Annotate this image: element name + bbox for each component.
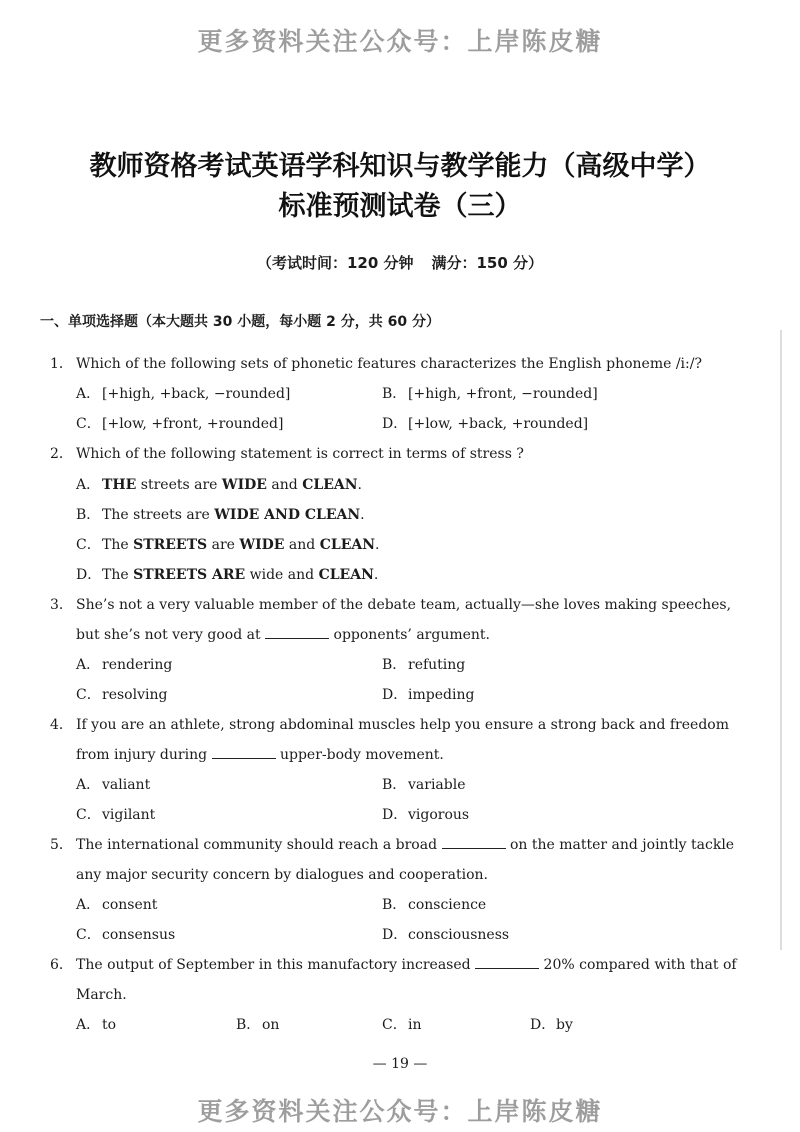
question-stem — [76, 836, 734, 854]
exam-score: 满分：150 分） — [431, 254, 544, 272]
stem-text: from injury during — [76, 747, 208, 763]
stressed-word: WIDE — [221, 477, 267, 493]
stressed-word: THE — [102, 477, 137, 493]
option-a — [76, 656, 172, 674]
page-number: — 19 — — [372, 1056, 428, 1072]
option-text-part: The — [102, 537, 134, 553]
stressed-word: CLEAN — [302, 477, 358, 493]
option-text: to — [102, 1017, 117, 1033]
title-line-2: 标准预测试卷（三） — [278, 191, 522, 222]
option-c — [76, 536, 379, 554]
stem-text: but she’s not very good at — [76, 627, 261, 643]
option-label: A． — [76, 386, 101, 402]
stem-text: The output of September in this manufactory increased — [76, 957, 471, 973]
question-number: 1． — [50, 356, 73, 372]
option-text: rendering — [102, 657, 173, 673]
option-text-part: . — [360, 507, 365, 523]
question-number: 6． — [50, 957, 73, 973]
option-c — [382, 1016, 422, 1034]
option-c — [76, 686, 167, 704]
watermark-top: 更多资料关注公众号：上岸陈皮糖 — [197, 27, 603, 56]
option-text-part: The — [102, 567, 134, 583]
option-b — [382, 656, 465, 674]
option-b — [76, 506, 365, 524]
option-d — [382, 926, 509, 944]
stem-text: opponents’ argument. — [333, 627, 490, 643]
option-text: vigilant — [102, 807, 156, 823]
option-text: consent — [102, 897, 158, 913]
stem-text: upper-body movement. — [279, 747, 444, 763]
option-label: C． — [76, 687, 101, 703]
option-text-part: and — [266, 477, 303, 493]
option-b — [236, 1016, 279, 1034]
question-stem-continued: March. — [76, 987, 127, 1003]
question-stem: Which of the following statement is correct in terms of stress ? — [76, 446, 524, 462]
exam-info — [0, 252, 800, 273]
option-text: impeding — [408, 687, 475, 703]
option-label: C． — [76, 807, 101, 823]
option-a — [76, 896, 157, 914]
question-stem: If you are an athlete, strong abdominal muscles help you ensure a strong back and freedom — [76, 717, 729, 733]
option-label: A． — [76, 897, 101, 913]
option-label: C． — [76, 537, 101, 553]
option-label: A． — [76, 477, 101, 493]
option-label: D． — [382, 927, 408, 943]
option-text: in — [408, 1017, 422, 1033]
title-line-1: 教师资格考试英语学科知识与教学能力（高级中学） — [89, 151, 711, 182]
stressed-word: STREETS ARE — [133, 567, 246, 583]
option-c — [76, 415, 283, 433]
option-text: conscience — [408, 897, 487, 913]
scan-edge-line — [780, 330, 782, 950]
option-text: valiant — [102, 777, 151, 793]
option-text: consciousness — [408, 927, 510, 943]
stem-text: on the matter and jointly tackle — [509, 837, 735, 853]
option-text: [+low, +front, +rounded] — [102, 416, 284, 432]
option-d — [76, 566, 378, 584]
stressed-word: STREETS — [133, 537, 208, 553]
option-text-part: . — [373, 567, 379, 583]
option-label: B． — [236, 1017, 261, 1033]
option-d — [382, 806, 469, 824]
question-stem-continued — [76, 626, 490, 644]
option-c — [76, 926, 175, 944]
question-number: 5． — [50, 837, 73, 853]
stressed-word: WIDE AND CLEAN — [214, 507, 361, 523]
option-text: [+high, +back, −rounded] — [102, 386, 291, 402]
option-text: resolving — [102, 687, 168, 703]
option-label: D． — [382, 416, 408, 432]
question-number: 2． — [50, 446, 73, 462]
question-stem: Which of the following sets of phonetic features characterizes the English phoneme /i:/? — [76, 356, 702, 372]
option-b — [382, 776, 466, 794]
option-text: on — [262, 1017, 280, 1033]
option-c — [76, 806, 155, 824]
option-d — [382, 686, 474, 704]
option-b — [382, 385, 598, 403]
question-stem: She’s not a very valuable member of the debate team, actually—she loves making speeches, — [76, 597, 732, 613]
question-stem — [76, 956, 737, 974]
stem-text: The international community should reach a broad — [76, 837, 438, 853]
option-a — [76, 1016, 116, 1034]
option-label: D． — [76, 567, 102, 583]
question-stem-continued — [76, 746, 444, 764]
option-text-part: . — [357, 477, 362, 493]
option-label: D． — [382, 687, 408, 703]
stem-text: 20% compared with that of — [543, 957, 737, 973]
option-text: [+low, +back, +rounded] — [408, 416, 589, 432]
option-text-part: and — [284, 537, 320, 553]
option-b — [382, 896, 486, 914]
answer-blank — [442, 836, 506, 849]
option-label: D． — [382, 807, 408, 823]
option-label: B． — [382, 897, 407, 913]
option-label: B． — [76, 507, 101, 523]
option-text-part: streets are — [136, 477, 222, 493]
option-label: A． — [76, 657, 101, 673]
option-a — [76, 776, 150, 794]
question-stem-continued: any major security concern by dialogues and cooperation. — [76, 867, 488, 883]
option-text: consensus — [102, 927, 176, 943]
option-text: by — [556, 1017, 573, 1033]
option-a — [76, 476, 362, 494]
option-text: variable — [408, 777, 466, 793]
question-number: 3． — [50, 597, 73, 613]
option-label: C． — [76, 927, 101, 943]
stressed-word: CLEAN — [319, 537, 376, 553]
answer-blank — [475, 956, 539, 969]
option-text: [+high, +front, −rounded] — [408, 386, 598, 402]
option-text-part: The streets are — [102, 507, 215, 523]
option-text-part: . — [375, 537, 380, 553]
exam-time: （考试时间：120 分钟 — [256, 254, 414, 272]
option-text: refuting — [408, 657, 466, 673]
option-text-part: are — [207, 537, 240, 553]
section-title: 一、单项选择题（本大题共 30 小题，每小题 2 分，共 60 分） — [40, 314, 440, 330]
option-text: vigorous — [408, 807, 470, 823]
option-label: B． — [382, 657, 407, 673]
option-label: C． — [76, 416, 101, 432]
stressed-word: WIDE — [239, 537, 285, 553]
option-label: A． — [76, 1017, 101, 1033]
answer-blank — [212, 746, 276, 759]
option-text-part: wide and — [245, 567, 319, 583]
option-a — [76, 385, 290, 403]
option-d — [382, 415, 588, 433]
stressed-word: CLEAN — [318, 567, 374, 583]
option-label: B． — [382, 777, 407, 793]
option-label: B． — [382, 386, 407, 402]
answer-blank — [265, 626, 329, 639]
option-d — [530, 1016, 573, 1034]
option-label: C． — [382, 1017, 407, 1033]
option-label: D． — [530, 1017, 556, 1033]
option-label: A． — [76, 777, 101, 793]
watermark-bottom: 更多资料关注公众号：上岸陈皮糖 — [197, 1097, 603, 1126]
question-number: 4． — [50, 717, 73, 733]
